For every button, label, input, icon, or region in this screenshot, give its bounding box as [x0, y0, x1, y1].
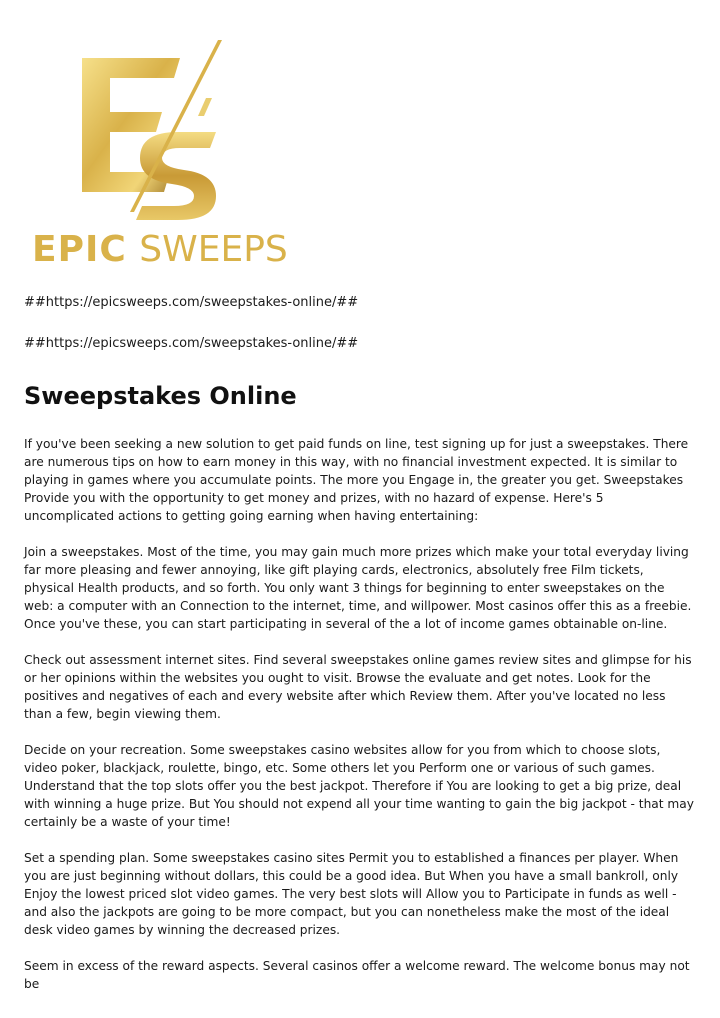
logo-wordmark [32, 230, 288, 270]
article-paragraph: Seem in excess of the reward aspects. Several casinos offer a welcome reward. The welcome bonus may not be [24, 959, 690, 991]
article-paragraph: Check out assessment internet sites. Find several sweepstakes online games review sites and glimpse for his or her opinions within the websites you ought to visit. Browse the evaluate and get notes. Look for the positives and negatives of each and every website after which Review them. After you've located no less than a few, begin viewing them. [24, 653, 692, 721]
article-title: Sweepstakes Online [24, 382, 297, 410]
source-url-line: ##https://epicsweeps.com/sweepstakes-online/## [24, 295, 359, 310]
es-monogram-icon [70, 40, 230, 220]
article-paragraph: If you've been seeking a new solution to get paid funds on line, test signing up for just a sweepstakes. There are numerous tips on how to earn money in this way, with no financial investment expected. It is similar to playing in games where you accumulate points. The more you Engage in, the greater you get. Sweepstakes Provide you with the opportunity to get money and prizes, with no hazard of expense. Here's 5 uncomplicated actions to getting going earning when having entertaining: [24, 437, 689, 523]
article-body [24, 435, 696, 1011]
source-url-line: ##https://epicsweeps.com/sweepstakes-online/## [24, 336, 359, 351]
logo-word-epic: EPIC [32, 229, 127, 270]
epic-sweeps-logo [20, 40, 288, 275]
logo-word-sweeps: SWEEPS [139, 229, 288, 270]
article-paragraph: Decide on your recreation. Some sweepstakes casino websites allow for you from which to choose slots, video poker, blackjack, roulette, bingo, etc. Some others let you Perform one or various of such games. Understand that the top slots offer you the best jackpot. Therefore if You are looking to get a big prize, deal with winning a huge prize. But You should not expend all your time wanting to gain the big jackpot - that may certainly be a waste of your time! [24, 743, 694, 829]
article-paragraph: Set a spending plan. Some sweepstakes casino sites Permit you to established a finances per player. When you are just beginning without dollars, this could be a good idea. But When you have a small bankroll, only Enjoy the lowest priced slot video games. The very best slots will Allow you to Participate in funds as well - and also the jackpots are going to be more compact, but you can nonetheless make the most of the ideal desk video games by winning the decreased prizes. [24, 851, 679, 937]
article-paragraph: Join a sweepstakes. Most of the time, you may gain much more prizes which make your total everyday living far more pleasing and fewer annoying, like gift playing cards, electronics, absolutely free Film tickets, physical Health products, and so forth. You only want 3 things for beginning to enter sweepstakes on the web: a computer with an Connection to the internet, time, and willpower. Most casinos offer this as a freebie. Once you've these, you can start participating in several of the a lot of income games obtainable on-line. [24, 545, 692, 631]
